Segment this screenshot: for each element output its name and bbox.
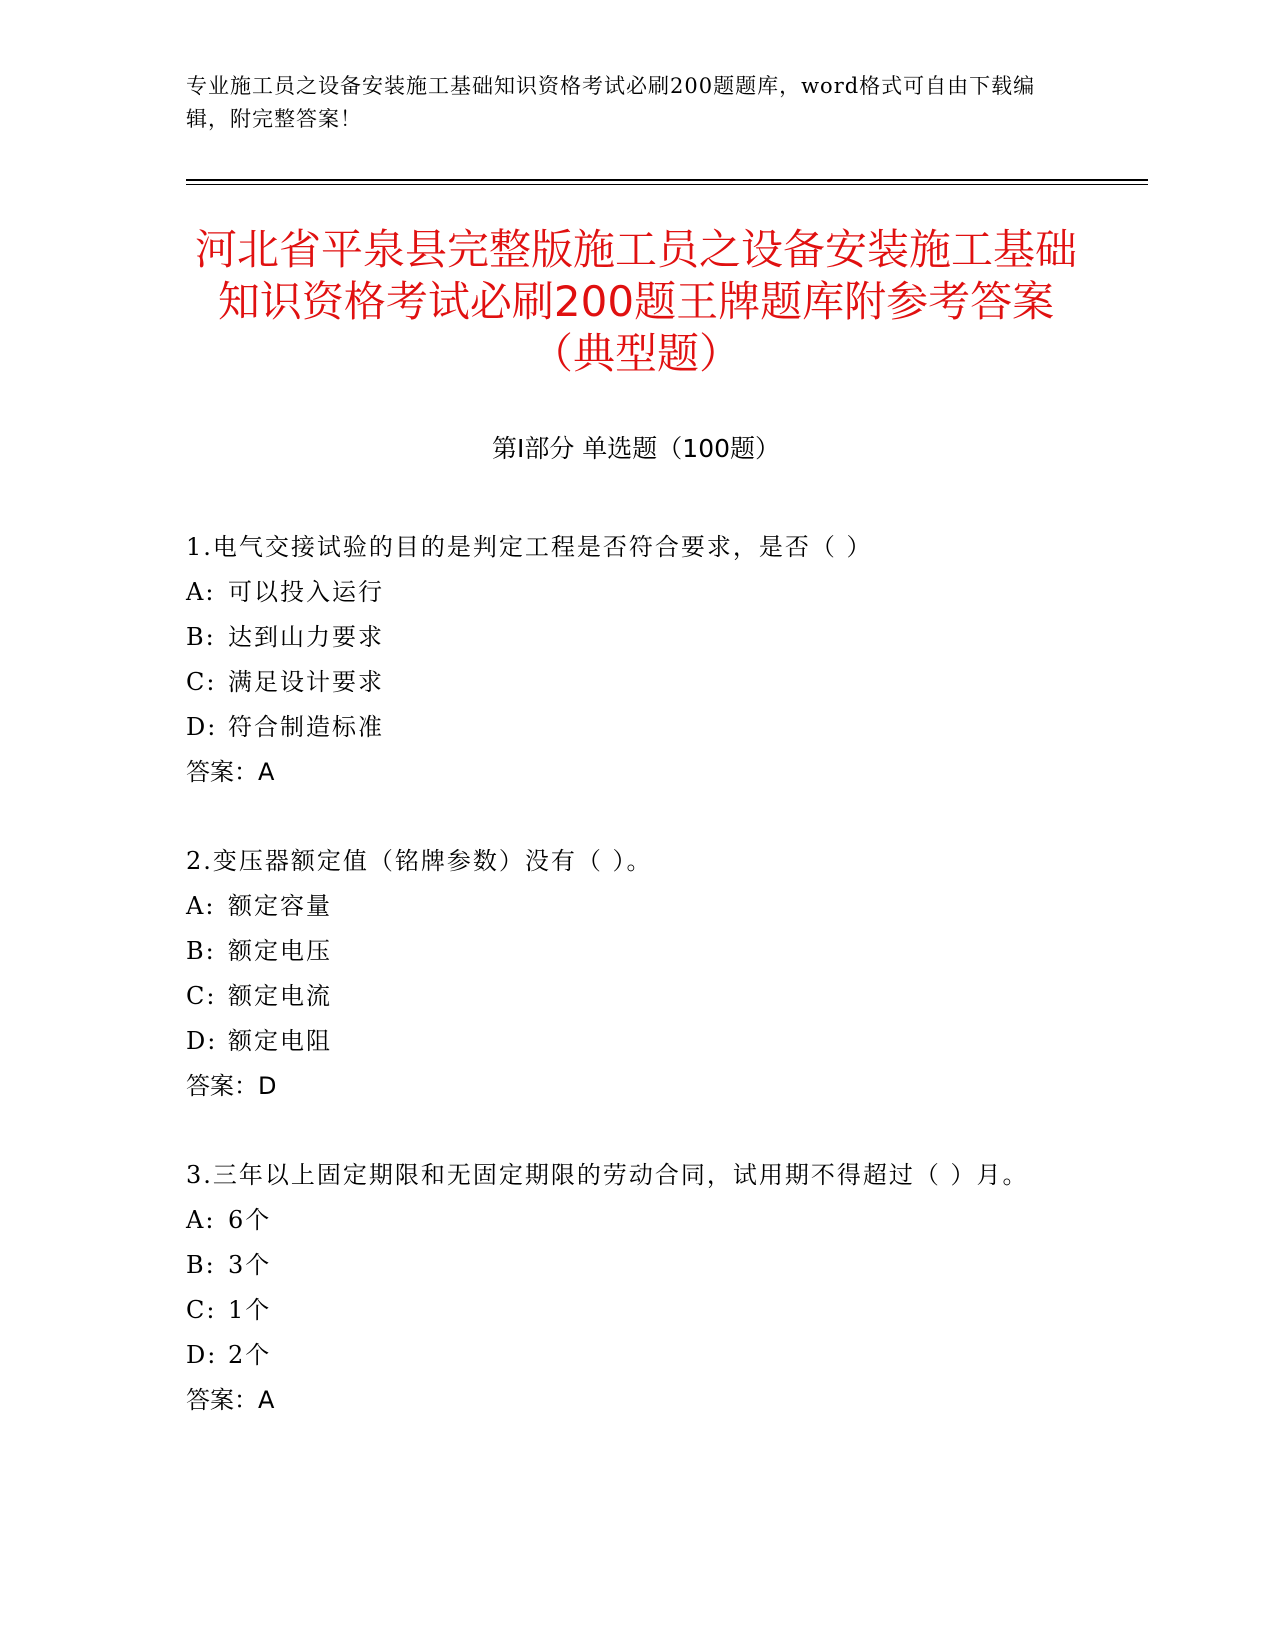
- option-letter: B:: [186, 623, 216, 651]
- answer-value: A: [258, 758, 275, 786]
- answer-value: D: [258, 1072, 277, 1100]
- option-letter: D:: [186, 1027, 218, 1055]
- document-title: 河北省平泉县完整版施工员之设备安装施工基础知识资格考试必刷200题王牌题库附参考答案（典型题）: [194, 225, 1077, 378]
- option-letter: D:: [186, 713, 218, 741]
- option-c: [186, 660, 1066, 705]
- option-text: 可以投入运行: [228, 578, 384, 606]
- option-text: 6个: [228, 1206, 272, 1234]
- answer-line: [186, 750, 1066, 795]
- header-divider-thin: [186, 184, 1148, 185]
- option-letter: C:: [186, 668, 217, 696]
- answer-label: 答案：: [186, 1072, 258, 1100]
- answer-label: 答案：: [186, 758, 258, 786]
- option-text: 符合制造标准: [228, 713, 384, 741]
- option-letter: B:: [186, 1251, 216, 1279]
- question-stem: 2.变压器额定值（铭牌参数）没有（ ）。: [186, 847, 653, 875]
- option-d: [186, 1333, 1066, 1378]
- option-text: 额定电流: [228, 982, 332, 1010]
- option-c: [186, 974, 1066, 1019]
- option-letter: A:: [186, 578, 216, 606]
- option-text: 达到山力要求: [228, 623, 384, 651]
- option-a: [186, 570, 1066, 615]
- option-letter: A:: [186, 892, 216, 920]
- answer-value: A: [258, 1386, 275, 1414]
- option-text: 1个: [228, 1296, 272, 1324]
- section-title: 第I部分 单选题（100题）: [491, 434, 781, 463]
- option-text: 额定电压: [228, 937, 332, 965]
- question-3: [186, 1153, 1066, 1423]
- question-list: [186, 525, 1066, 1467]
- option-text: 满足设计要求: [228, 668, 384, 696]
- option-a: [186, 1198, 1066, 1243]
- option-b: [186, 929, 1066, 974]
- option-d: [186, 1019, 1066, 1064]
- option-letter: C:: [186, 982, 217, 1010]
- header-note: 专业施工员之设备安装施工基础知识资格考试必刷200题题库，word格式可自由下载编辑，附完整答案！: [186, 74, 1036, 131]
- option-d: [186, 705, 1066, 750]
- option-text: 3个: [228, 1251, 272, 1279]
- option-letter: D:: [186, 1341, 218, 1369]
- option-b: [186, 1243, 1066, 1288]
- option-letter: B:: [186, 937, 216, 965]
- question-stem: 1.电气交接试验的目的是判定工程是否符合要求，是否（ ）: [186, 533, 873, 561]
- option-c: [186, 1288, 1066, 1333]
- answer-line: [186, 1378, 1066, 1423]
- question-1: [186, 525, 1066, 795]
- option-a: [186, 884, 1066, 929]
- option-letter: C:: [186, 1296, 217, 1324]
- answer-line: [186, 1064, 1066, 1109]
- answer-label: 答案：: [186, 1386, 258, 1414]
- option-b: [186, 615, 1066, 660]
- header-divider-thick: [186, 179, 1148, 181]
- option-text: 2个: [228, 1341, 272, 1369]
- option-text: 额定电阻: [228, 1027, 332, 1055]
- option-text: 额定容量: [228, 892, 332, 920]
- option-letter: A:: [186, 1206, 216, 1234]
- question-2: [186, 839, 1066, 1109]
- question-stem: 3.三年以上固定期限和无固定期限的劳动合同，试用期不得超过（ ）月。: [186, 1161, 1029, 1189]
